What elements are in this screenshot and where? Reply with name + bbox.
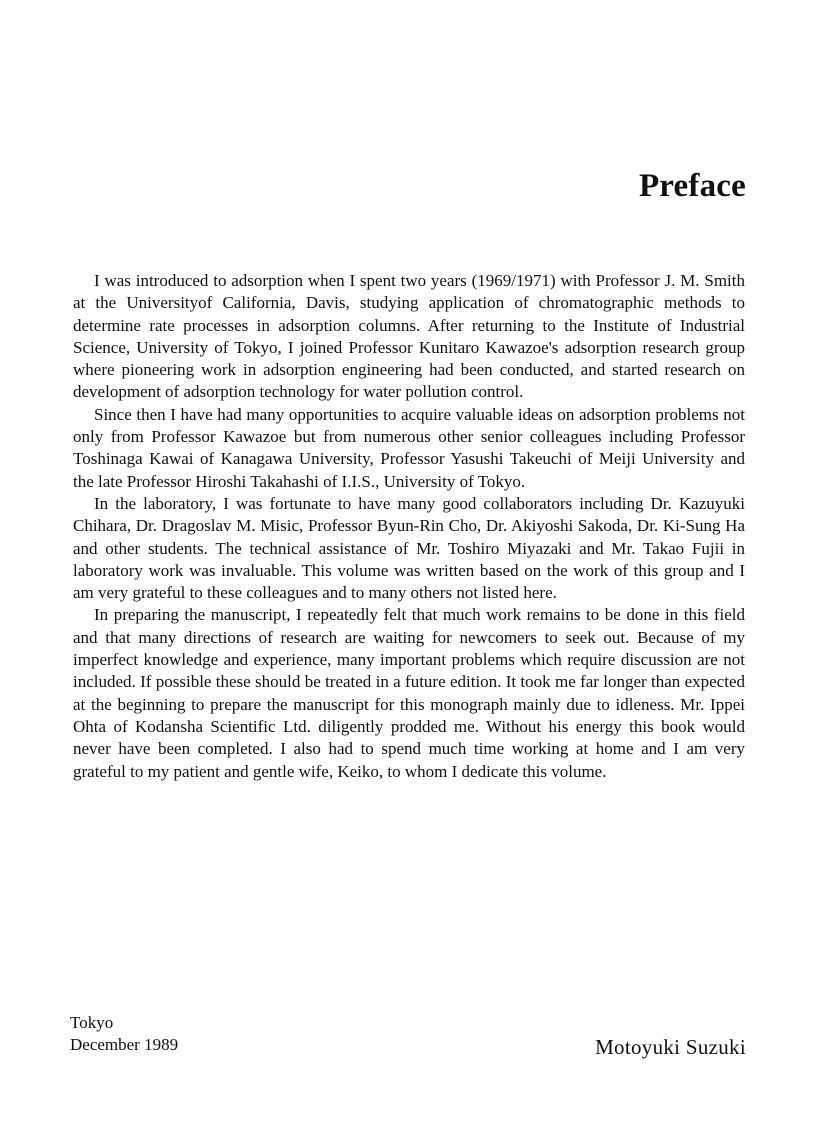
author-signature: Motoyuki Suzuki xyxy=(595,1035,746,1059)
paragraph-3: In the laboratory, I was fortunate to have many good collaborators including Dr. Kazuyuki Chihara, Dr. Dragoslav M. Misic, Professor Byun-Rin Cho, Dr. Akiyoshi Sakoda, Dr. Ki-Sung Ha and other students. The technical assistance of Mr. Toshiro Miyazaki and Mr. Takao Fujii in laboratory work was invaluable. This volume was written based on the work of this group and I am very grateful to these colleagues and to many others not listed here. xyxy=(73,493,745,603)
page-title: Preface xyxy=(638,168,746,204)
place-date xyxy=(70,1012,178,1057)
date: December 1989 xyxy=(70,1035,179,1055)
closing-block xyxy=(70,1012,746,1072)
preface-body xyxy=(73,270,745,783)
paragraph-1: I was introduced to adsorption when I spent two years (1969/1971) with Professor J. M. Smith at the Universityof California, Davis, studying application of chromatographic methods to determine rate processes in adsorption columns. After returning to the Institute of Industrial Science, University of Tokyo, I joined Professor Kunitaro Kawazoe's adsorption research group where pioneering work in adsorption engineering had been conducted, and started research on development of adsorption technology for water pollution control. xyxy=(73,271,745,402)
paragraph-4: In preparing the manuscript, I repeatedly felt that much work remains to be done in this field and that many directions of research are waiting for newcomers to seek out. Because of my imperfect knowledge and experience, many important problems which require discussion are not included. If possible these should be treated in a future edition. It took me far longer than expected at the beginning to prepare the manuscript for this monograph mainly due to idleness. Mr. Ippei Ohta of Kodansha Scientific Ltd. diligently prodded me. Without his energy this book would never have been completed. I also had to spend much time working at home and I am very grateful to my patient and gentle wife, Keiko, to whom I dedicate this volume. xyxy=(73,605,745,781)
place: Tokyo xyxy=(70,1013,114,1032)
paragraph-2: Since then I have had many opportunities to acquire valuable ideas on adsorption problems not only from Professor Kawazoe but from numerous other senior colleagues including Professor Toshinaga Kawai of Kanagawa University, Professor Yasushi Takeuchi of Meiji University and the late Professor Hiroshi Takahashi of I.I.S., University of Tokyo. xyxy=(73,404,745,491)
